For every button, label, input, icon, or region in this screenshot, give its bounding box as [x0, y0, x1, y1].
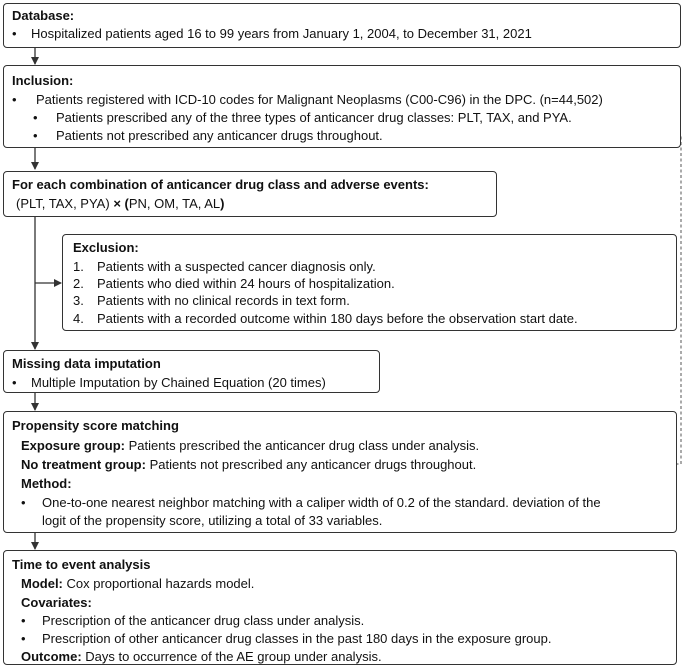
- exclusion-item-4: Patients with a recorded outcome within 180 days before the observation start date.: [97, 311, 578, 326]
- paren-open: (: [124, 196, 129, 211]
- outcome-label: Outcome:: [21, 649, 82, 664]
- combination-title: For each combination of anticancer drug class and adverse events:: [12, 177, 429, 192]
- imputation-title: Missing data imputation: [12, 356, 161, 371]
- outcome-text: Days to occurrence of the AE group under analysis.: [85, 649, 382, 664]
- inclusion-title: Inclusion:: [12, 73, 74, 88]
- tte-outcome: [21, 649, 382, 665]
- times-sign: ×: [113, 196, 121, 211]
- inclusion-sub-item-2: Patients not prescribed any anticancer drugs throughout.: [56, 128, 383, 143]
- inclusion-sub-bullet-1: •: [33, 110, 38, 125]
- exposure-text: Patients prescribed the anticancer drug class under analysis.: [128, 438, 480, 453]
- drug-classes: (PLT, TAX, PYA): [16, 196, 110, 211]
- method-label: Method:: [21, 476, 72, 491]
- imputation-item: Multiple Imputation by Chained Equation (20 times): [31, 375, 326, 390]
- exclusion-item-1: Patients with a suspected cancer diagnosis only.: [97, 259, 376, 274]
- exclusion-title: Exclusion:: [73, 240, 139, 255]
- inclusion-item: Patients registered with ICD-10 codes for Malignant Neoplasms (C00-C96) in the DPC. (n=44,502): [36, 92, 603, 107]
- exclusion-num-3: 3.: [73, 293, 84, 308]
- database-title: Database:: [12, 8, 75, 23]
- psm-title: Propensity score matching: [12, 418, 179, 433]
- database-bullet: •: [12, 26, 17, 41]
- exclusion-num-1: 1.: [73, 259, 84, 274]
- psm-no-treatment: [21, 457, 476, 473]
- inclusion-bullet: •: [12, 92, 17, 107]
- combination-line: [16, 196, 225, 212]
- method-line-2: logit of the propensity score, utilizing a total of 33 variables.: [42, 513, 383, 528]
- covariate-item-1: Prescription of the anticancer drug class under analysis.: [42, 613, 365, 628]
- database-item: Hospitalized patients aged 16 to 99 years from January 1, 2004, to December 31, 2021: [31, 26, 532, 41]
- covariates-label: Covariates:: [21, 595, 92, 610]
- exposure-label: Exposure group:: [21, 438, 126, 453]
- no-treatment-label: No treatment group:: [21, 457, 146, 472]
- model-label: Model:: [21, 576, 63, 591]
- inclusion-sub-item-1: Patients prescribed any of the three types of anticancer drug classes: PLT, TAX, and PYA.: [56, 110, 572, 125]
- exclusion-num-2: 2.: [73, 276, 84, 291]
- covariate-bullet-1: •: [21, 613, 26, 628]
- exclusion-item-2: Patients who died within 24 hours of hospitalization.: [97, 276, 395, 291]
- exclusion-item-3: Patients with no clinical records in text form.: [97, 293, 350, 308]
- covariate-item-2: Prescription of other anticancer drug classes in the past 180 days in the exposure group.: [42, 631, 552, 646]
- tte-title: Time to event analysis: [12, 557, 151, 572]
- tte-model: [21, 576, 254, 592]
- method-line-1: One-to-one nearest neighbor matching with a caliper width of 0.2 of the standard. deviation of the: [42, 495, 601, 510]
- covariate-bullet-2: •: [21, 631, 26, 646]
- imputation-bullet: •: [12, 375, 17, 390]
- inclusion-sub-bullet-2: •: [33, 128, 38, 143]
- adverse-events: PN, OM, TA, AL: [128, 196, 221, 211]
- method-bullet: •: [21, 495, 26, 510]
- paren-close: ): [220, 196, 225, 211]
- exclusion-num-4: 4.: [73, 311, 84, 326]
- psm-exposure: [21, 438, 479, 454]
- no-treatment-text: Patients not prescribed any anticancer drugs throughout.: [149, 457, 477, 472]
- model-text: Cox proportional hazards model.: [66, 576, 255, 591]
